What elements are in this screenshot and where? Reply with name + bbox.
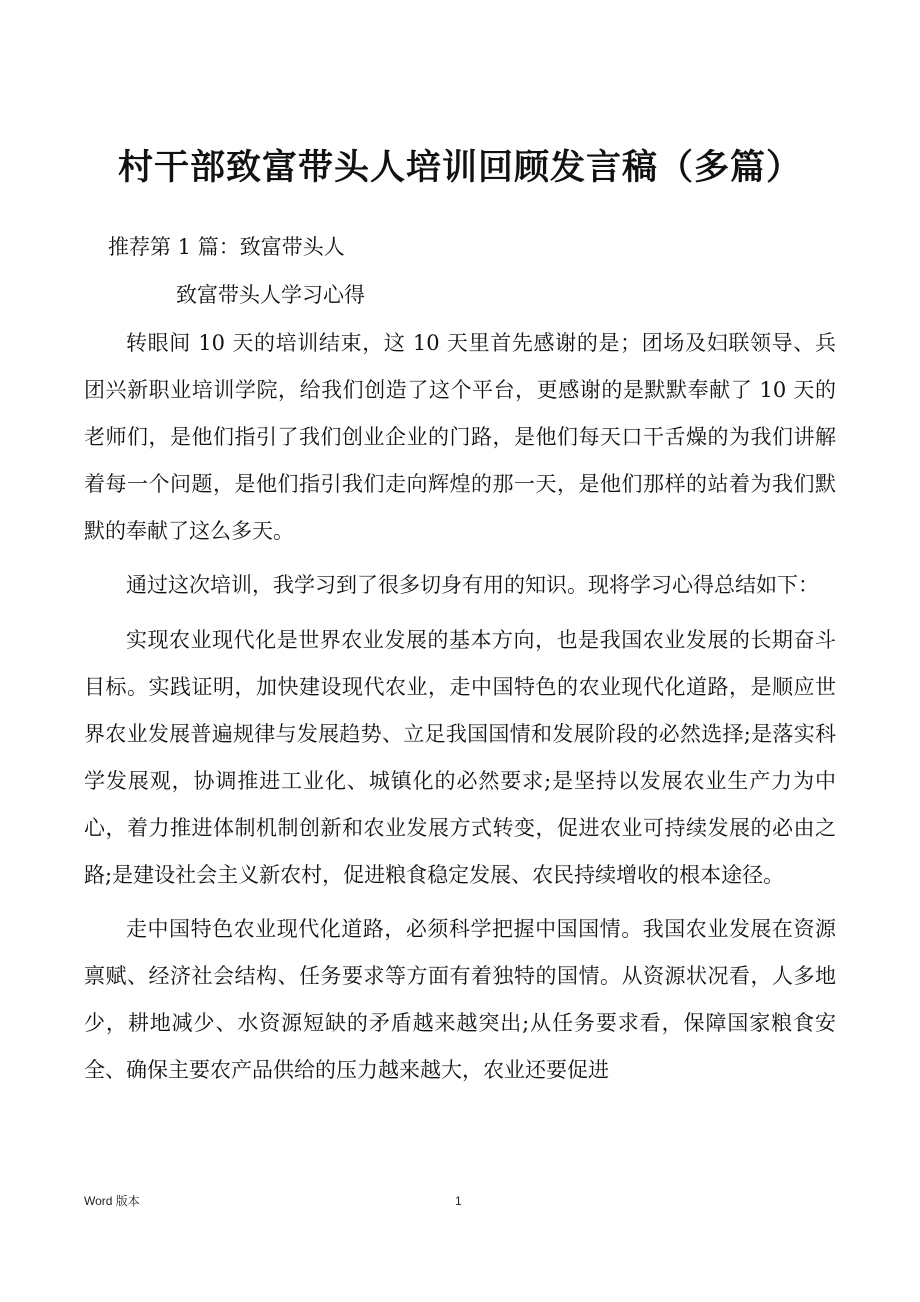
- paragraph-1: 转眼间 10 天的培训结束，这 10 天里首先感谢的是；团场及妇联领导、兵团兴新职业培训学院，给我们创造了这个平台，更感谢的是默默奉献了 10 天的老师们，是他们指引了我们创业企业的门路，是他们每天口干舌燥的为我们讲解着每一个问题，是他们指引我们走向辉煌的那一天，是他们那样的站着为我们默默的奉献了这么多天。: [84, 331, 836, 544]
- document-body: [84, 320, 836, 1095]
- section-heading: 致富带头人学习心得: [176, 283, 365, 307]
- paragraph-2: 通过这次培训，我学习到了很多切身有用的知识。现将学习心得总结如下：: [126, 573, 819, 598]
- footer-version-label: Word 版本: [84, 1194, 140, 1208]
- paragraph-3: 实现农业现代化是世界农业发展的基本方向，也是我国农业发展的长期奋斗目标。实践证明，加快建设现代农业，走中国特色的农业现代化道路，是顺应世界农业发展普遍规律与发展趋势、立足我国国情和发展阶段的必然选择;是落实科学发展观，协调推进工业化、城镇化的必然要求;是坚持以发展农业生产力为中心，着力推进体制机制创新和农业发展方式转变，促进农业可持续发展的必由之路;是建设社会主义新农村，促进粮食稳定发展、农民持续增收的根本途径。: [84, 627, 836, 888]
- paragraph-4: 走中国特色农业现代化道路，必须科学把握中国国情。我国农业发展在资源禀赋、经济社会结构、任务要求等方面有着独特的国情。从资源状况看，人多地少，耕地减少、水资源短缺的矛盾越来越突出;从任务要求看，保障国家粮食安全、确保主要农产品供给的压力越来越大，农业还要促进: [84, 917, 836, 1083]
- footer-page-number: 1: [455, 1194, 462, 1208]
- document-title: 村干部致富带头人培训回顾发言稿（多篇）: [117, 147, 802, 188]
- document-subtitle: 推荐第 1 篇：致富带头人: [108, 235, 345, 259]
